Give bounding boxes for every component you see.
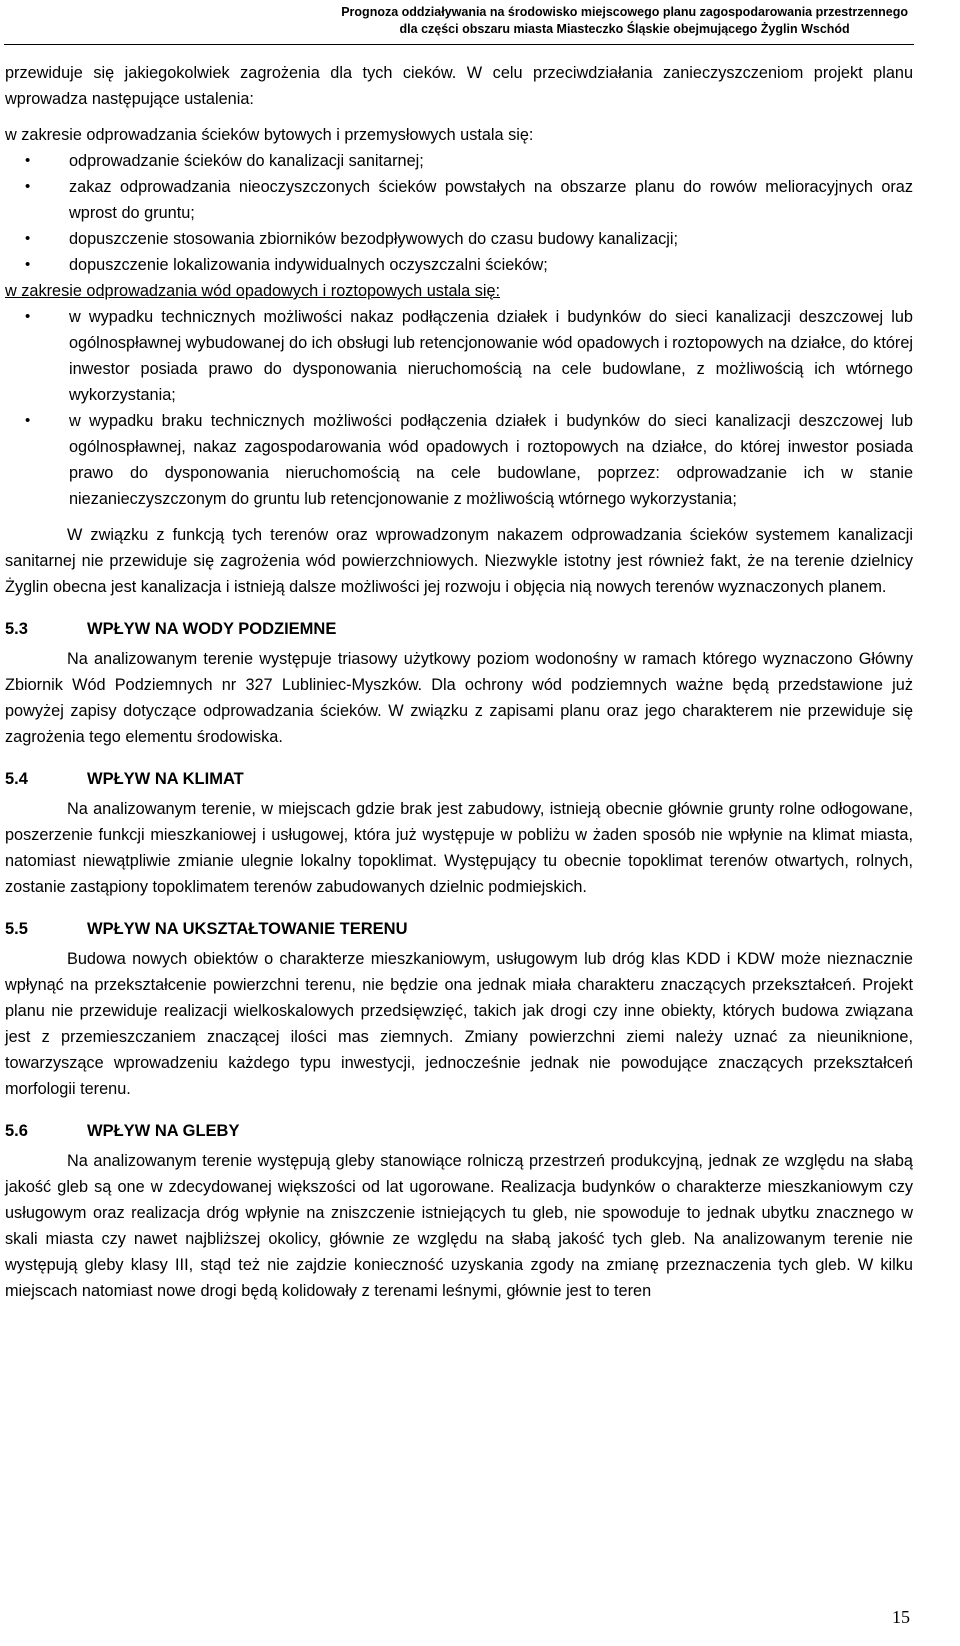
list-item: • w wypadku technicznych możliwości nakaz podłączenia działek i budynków do sieci kanalizacji deszczowej lub ogólnospławnej wybudowanej do ich obsługi lub retencjonowanie wód opadowych i roztopowych na działce, do której inwestor posiada prawo do dysponowania nieruchomością na cele budowlane, z możliwością ich wtórnego wykorzystania; xyxy=(5,304,913,408)
rainwater-heading: w zakresie odprowadzania wód opadowych i roztopowych ustala się: xyxy=(5,282,501,300)
section-paragraph: Na analizowanym terenie występuje triasowy użytkowy poziom wodonośny w ramach którego wyznaczono Główny Zbiornik Wód Podziemnych nr 327 Lubliniec-Myszków. Dla ochrony wód podziemnych ważne będą przedstawione już powyżej zapisy dotyczące odprowadzania ścieków. W związku z zapisami planu oraz jego charakterem nie przewiduje się zagrożenia tego elementu środowiska. xyxy=(5,650,913,746)
header-divider xyxy=(4,44,914,45)
section-title: WPŁYW NA UKSZTAŁTOWANIE TERENU xyxy=(87,920,408,938)
section-heading xyxy=(5,1118,913,1144)
section-number: 5.6 xyxy=(5,1122,28,1140)
section-title: WPŁYW NA WODY PODZIEMNE xyxy=(87,620,337,638)
header-title xyxy=(341,4,908,38)
section-title: WPŁYW NA KLIMAT xyxy=(87,770,244,788)
section-paragraph: Na analizowanym terenie, w miejscach gdzie brak jest zabudowy, istnieją obecnie głównie grunty rolne odłogowane, poszerzenie funkcji mieszkaniowej i usługowej, która już występuje w pobliżu w żaden sposób nie wpłynie na klimat miasta, natomiast niewątpliwie zmianie ulegnie lokalny topoklimat. Występujący tu obecnie topoklimat terenów otwartych, rolnych, zostanie zastąpiony topoklimatem terenów zabudowanych dzielnic podmiejskich. xyxy=(5,800,913,896)
section-number: 5.3 xyxy=(5,620,28,638)
list-item: • dopuszczenie lokalizowania indywidualnych oczyszczalni ścieków; xyxy=(5,252,913,278)
list-item: • zakaz odprowadzania nieoczyszczonych ścieków powstałych na obszarze planu do rowów melioracyjnych oraz wprost do gruntu; xyxy=(5,174,913,226)
section-heading xyxy=(5,916,913,942)
section-number: 5.4 xyxy=(5,770,28,788)
document-body xyxy=(5,60,913,1304)
page-header xyxy=(0,0,960,46)
section-heading xyxy=(5,616,913,642)
section-paragraph: Budowa nowych obiektów o charakterze mieszkaniowym, usługowym lub dróg klas KDD i KDW może nieznacznie wpłynąć na przekształcenie powierzchni terenu, nie będzie ona jednak miała charakteru znaczących przekształceń. Projekt planu nie przewiduje realizacji wielkoskalowych przedsięwzięć, takich jak drogi czy inne obiekty, których budowa związana jest z przemieszczaniem znaczącej ilości mas ziemnych. Zmiany powierzchni ziemi należy uznać za nieuniknione, towarzyszące wprowadzeniu każdego typu inwestycji, jednocześnie jednak nie powodujące znaczących przekształceń morfologii terenu. xyxy=(5,950,913,1098)
header-line-1: Prognoza oddziaływania na środowisko miejscowego planu zagospodarowania przestrzennego xyxy=(341,5,908,19)
section-heading xyxy=(5,766,913,792)
page-number: 15 xyxy=(892,1607,910,1627)
list-item: • w wypadku braku technicznych możliwości podłączenia działek i budynków do sieci kanalizacji deszczowej lub ogólnospławnej, nakaz zagospodarowania wód opadowych i roztopowych na działce, do której inwestor posiada prawo do dysponowania nieruchomością na cele budowlane, poprzez: odprowadzanie ich w stanie niezanieczyszczonym do gruntu lub retencjonowanie z możliwością wtórnego wykorzystania; xyxy=(5,408,913,512)
sewage-heading: w zakresie odprowadzania ścieków bytowych i przemysłowych ustala się: xyxy=(5,126,534,144)
summary-paragraph: W związku z funkcją tych terenów oraz wprowadzonym nakazem odprowadzania ścieków systemem kanalizacji sanitarnej nie przewiduje się zagrożenia wód powierzchniowych. Niezwykle istotny jest również fakt, że na terenie dzielnicy Żyglin obecna jest kanalizacja i istnieją dalsze możliwości jej rozwoju i objęcia nią nowych terenów wyznaczonych planem. xyxy=(5,526,913,596)
header-line-2: dla części obszaru miasta Miasteczko Śląskie obejmującego Żyglin Wschód xyxy=(399,22,850,36)
list-item: • dopuszczenie stosowania zbiorników bezodpływowych do czasu budowy kanalizacji; xyxy=(5,226,913,252)
rainwater-list xyxy=(5,304,913,512)
intro-paragraph: przewiduje się jakiegokolwiek zagrożenia dla tych cieków. W celu przeciwdziałania zanieczyszczeniom projekt planu wprowadza następujące ustalenia: xyxy=(5,64,913,108)
list-item: • odprowadzanie ścieków do kanalizacji sanitarnej; xyxy=(5,148,913,174)
section-title: WPŁYW NA GLEBY xyxy=(87,1122,240,1140)
section-number: 5.5 xyxy=(5,920,28,938)
section-paragraph: Na analizowanym terenie występują gleby stanowiące rolniczą przestrzeń produkcyjną, jednak ze względu na słabą jakość gleb są one w zdecydowanej większości od lat ugorowane. Realizacja budynków o charakterze mieszkaniowym czy usługowym oraz realizacja dróg wpłynie na zniszczenie istniejących tu gleb, nie spowoduje to jednak ubytku znacznego w skali miasta czy nawet najbliższej okolicy, głównie ze względu na słabą jakość tych gleb. Na analizowanym terenie nie występują gleby klasy III, stąd też nie zajdzie konieczność uzyskania zgody na zmianę przeznaczenia tych gleb. W kilku miejscach natomiast nowe drogi będą kolidowały z terenami leśnymi, głównie jest to teren xyxy=(5,1152,913,1300)
sewage-list xyxy=(5,148,913,278)
